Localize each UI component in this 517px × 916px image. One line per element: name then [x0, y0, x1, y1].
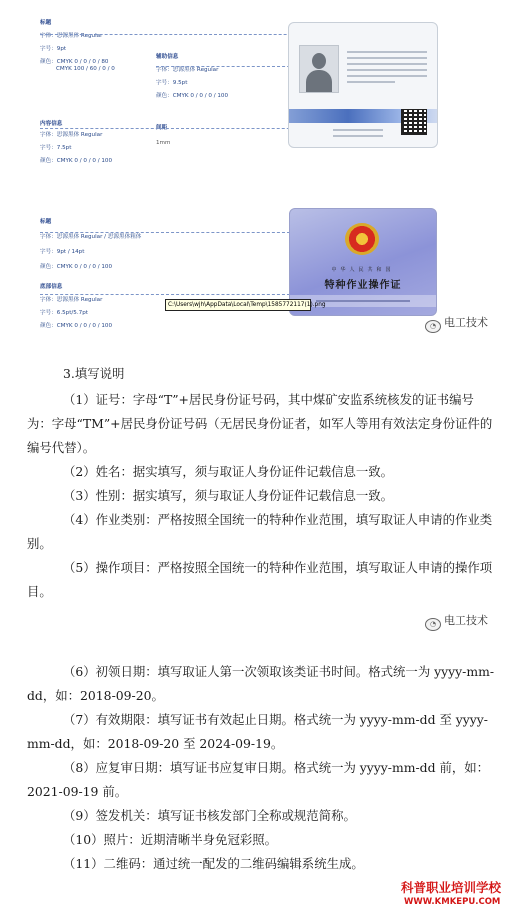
section-title: 3.填写说明 — [63, 366, 125, 381]
spec1-body-size: 字号：7.5pt — [40, 145, 72, 151]
spec1-aux-color: 颜色：CMYK 0 / 0 / 0 / 100 — [156, 93, 229, 99]
info-lines — [347, 47, 427, 87]
spec1-title-block — [40, 20, 115, 73]
spec1-aux-font: 字体：思源黑体 Regular — [156, 67, 219, 73]
spec1-title-size: 字号：9pt — [40, 46, 67, 52]
spec2-title-size: 字号：9pt / 14pt — [40, 249, 85, 255]
instruction-item: （3）性别：据实填写，须与取证人身份证件记载信息一致。 — [63, 488, 394, 503]
spec2-foot-block — [40, 284, 112, 330]
portrait-photo — [299, 45, 339, 93]
chat-icon: ◔ — [425, 618, 441, 631]
spec1-body-heading: 内容信息 — [40, 121, 63, 127]
brand-url[interactable]: WWW.KMKEPU.COM — [404, 897, 501, 907]
card-country: 中华人民共和国 — [331, 267, 395, 273]
spec1-gap-value: 1mm — [156, 140, 171, 146]
file-path-tooltip: C:\Users\wjh\AppData\Local\Temp\1585772117(1).png — [165, 299, 311, 311]
instruction-item: （10）照片：近期清晰半身免冠彩照。 — [63, 832, 278, 847]
spec1-title-heading: 标题 — [40, 20, 52, 26]
footer-lines — [333, 125, 383, 141]
spec2-foot-size: 字号：6.5pt/5.7pt — [40, 310, 88, 316]
leader-line — [40, 232, 290, 233]
certificate-back-card — [288, 22, 438, 148]
watermark-logo: ◔ 电工技术 — [425, 314, 488, 333]
instruction-item: （2）姓名：据实填写，须与取证人身份证件记载信息一致。 — [63, 464, 394, 479]
instruction-item: （11）二维码：通过统一配发的二维码编辑系统生成。 — [63, 856, 364, 871]
spec1-title-font: 字体：思源黑体 Regular — [40, 33, 103, 39]
spec1-body-font: 字体：思源黑体 Regular — [40, 132, 103, 138]
leader-line — [40, 128, 320, 129]
card-name: 特种作业操作证 — [324, 280, 402, 291]
spec1-title-color2: CMYK 100 / 60 / 0 / 0 — [56, 66, 115, 72]
spec2-foot-color: 颜色：CMYK 0 / 0 / 0 / 100 — [40, 323, 113, 329]
instruction-item: （1）证号：字母“T”+居民身份证号码，其中煤矿安监系统核发的证书编号为：字母“TM”+居民身份证号码（无居民身份证者，如军人等用有效法定身份证件的编号代替）。 — [27, 392, 493, 455]
instruction-item: （6）初领日期：填写取证人第一次领取该类证书时间。格式统一为 yyyy-mm-dd，如：2018-09-20。 — [27, 664, 495, 703]
watermark-logo: ◔ 电工技术 — [425, 612, 488, 631]
card-footer-lines — [316, 296, 410, 306]
instruction-item: （7）有效期限：填写证书有效起止日期。格式统一为 yyyy-mm-dd 至 yyyy-mm-dd，如：2018-09-20 至 2024-09-19。 — [27, 712, 488, 751]
spec2-foot-heading: 底部信息 — [40, 284, 63, 290]
chat-icon: ◔ — [425, 320, 441, 333]
spec2-title-block — [40, 219, 141, 271]
leader-line — [40, 294, 290, 295]
spec1-aux-heading: 辅助信息 — [156, 54, 179, 60]
spec2-title-font: 字体：思源黑体 Regular / 思源黑体粗体 — [40, 234, 142, 240]
spec1-aux-block — [156, 54, 228, 100]
spec1-title-color: 颜色：CMYK 0 / 0 / 0 / 80 — [40, 59, 109, 65]
instruction-item: （4）作业类别：严格按照全国统一的特种作业范围，填写取证人申请的作业类别。 — [27, 512, 493, 551]
instruction-item: （9）签发机关：填写证书核发部门全称或规范简称。 — [63, 808, 356, 823]
qr-code — [401, 109, 427, 135]
national-emblem-icon — [345, 223, 379, 255]
spec2-title-color: 颜色：CMYK 0 / 0 / 0 / 100 — [40, 264, 113, 270]
instructions-text-continued — [27, 660, 497, 876]
spec1-aux-size: 字号：9.5pt — [156, 80, 188, 86]
spec2-foot-font: 字体：思源黑体 Regular — [40, 297, 103, 303]
spec1-body-color: 颜色：CMYK 0 / 0 / 0 / 100 — [40, 158, 113, 164]
instructions-text — [27, 362, 497, 604]
brand-name: 科普职业培训学校 — [401, 880, 502, 895]
spec2-title-heading: 标题 — [40, 219, 52, 225]
spec1-gap-heading: 间距 — [156, 125, 168, 131]
instruction-item: （8）应复审日期：填写证书应复审日期。格式统一为 yyyy-mm-dd 前，如：2021-09-19 前。 — [27, 760, 490, 799]
instruction-item: （5）操作项目：严格按照全国统一的特种作业范围，填写取证人申请的操作项目。 — [27, 560, 493, 599]
certificate-front-card — [289, 208, 437, 316]
